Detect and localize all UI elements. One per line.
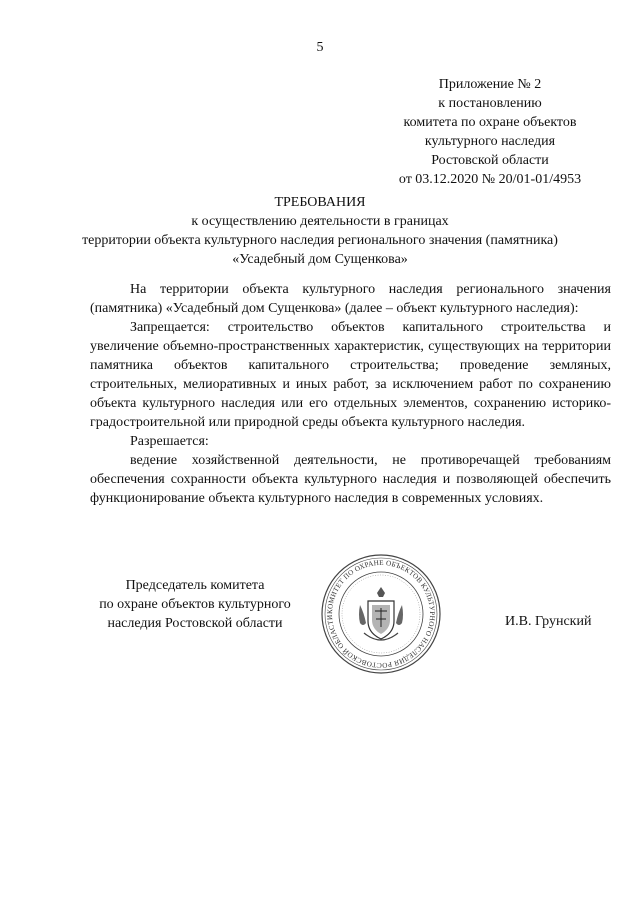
- intro-paragraph: На территории объекта культурного наследия регионального значения (памятника) «Усадебный дом Сущенкова» (далее – объект культурного наследия):: [90, 282, 611, 316]
- coat-of-arms-icon: [359, 587, 403, 640]
- prohibited-paragraph: Запрещается: строительство объектов капитального строительства и увеличение объемно-пространственных характеристик, существующих на территории памятника объектов капитального строительства; проведение земляных, строительных, мелиоративных и иных работ, за исключением работ по сохранению объекта культурного наследия или его отдельных элементов, сохранению историко-градостроительной или природной среды объекта культурного наследия.: [90, 320, 611, 430]
- signatory-position: [80, 576, 310, 633]
- appendix-block: [360, 75, 620, 189]
- title-line: территории объекта культурного наследия регионального значения (памятника): [82, 233, 558, 248]
- document-heading: ТРЕБОВАНИЯ: [274, 195, 366, 210]
- position-line: по охране объектов культурного: [99, 597, 291, 612]
- appendix-line: комитета по охране объектов: [403, 115, 577, 130]
- appendix-line: от 03.12.2020 № 20/01-01/4953: [398, 172, 582, 187]
- appendix-line: Ростовской области: [431, 153, 549, 168]
- seal-text: КОМИТЕТ ПО ОХРАНЕ ОБЪЕКТОВ КУЛЬТУРНОГО НАСЛЕДИЯ РОСТОВСКОЙ ОБЛАСТИ: [325, 558, 437, 670]
- title-line: «Усадебный дом Сущенкова»: [232, 252, 408, 267]
- position-line: наследия Ростовской области: [107, 616, 283, 631]
- title-line: к осуществлению деятельности в границах: [191, 214, 449, 229]
- document-body: [90, 280, 611, 508]
- official-seal-stamp: [320, 553, 442, 675]
- signatory-name: И.В. Грунский: [505, 614, 592, 629]
- page-number: 5: [316, 40, 324, 55]
- allowed-heading: Разрешается:: [130, 434, 209, 449]
- appendix-line: Приложение № 2: [438, 77, 542, 92]
- document-title-block: [0, 193, 640, 269]
- allowed-paragraph: ведение хозяйственной деятельности, не противоречащей требованиям обеспечения сохранности объекта культурного наследия и позволяющей обеспечить функционирование объекта культурного наследия в современных условиях.: [90, 453, 611, 506]
- appendix-line: к постановлению: [438, 96, 542, 111]
- position-line: Председатель комитета: [125, 578, 265, 593]
- appendix-line: культурного наследия: [424, 134, 556, 149]
